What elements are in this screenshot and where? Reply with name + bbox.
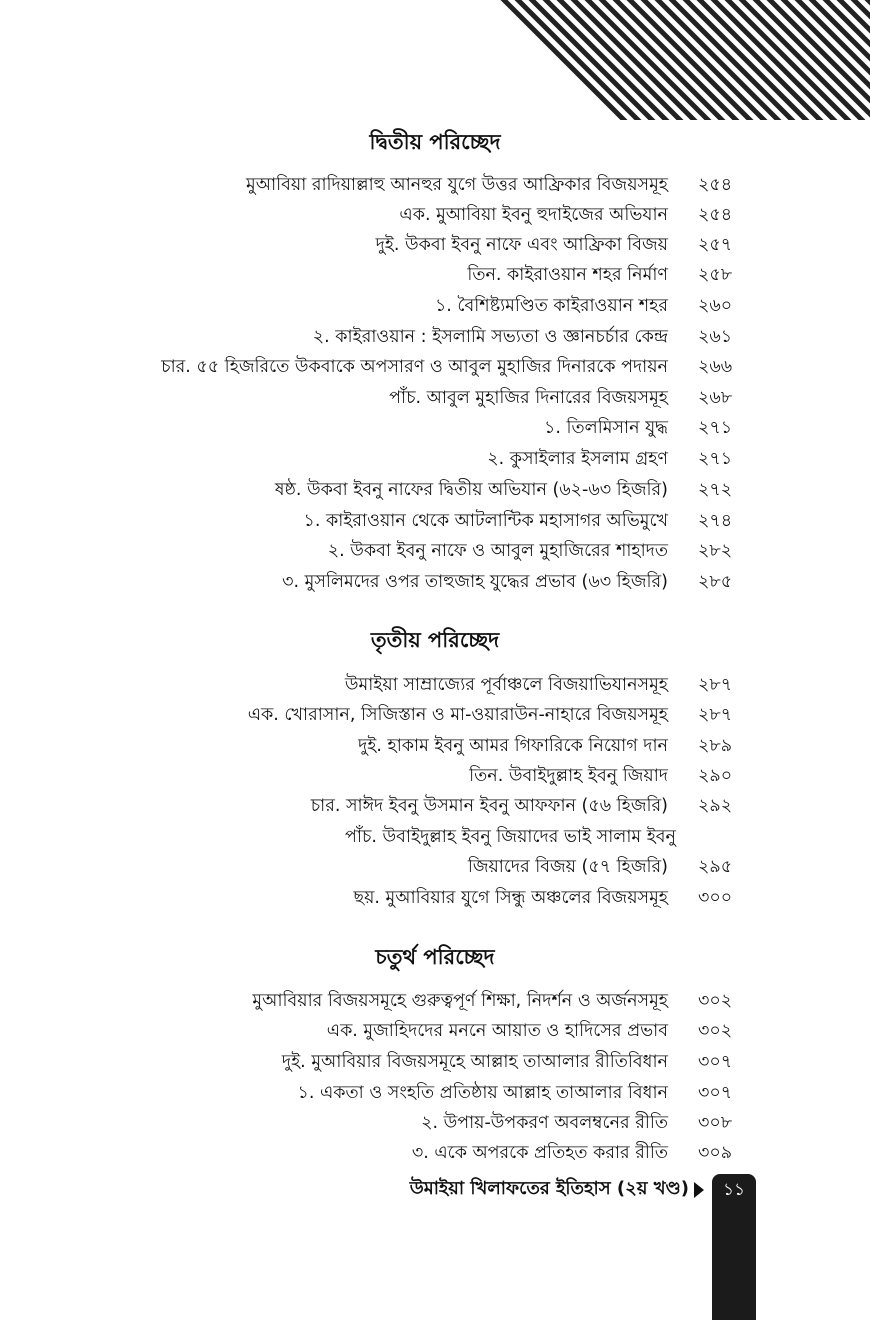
toc-entry[interactable] [0,1047,870,1077]
toc-entry-page: ৩০৭ [698,1083,733,1103]
toc-entry-title: চার. সাঈদ ইবনু উসমান ইবনু আফফান (৫৬ হিজরি) [310,796,668,816]
toc-entry[interactable] [0,1108,870,1138]
toc-entry-page: ২৮২ [698,541,733,561]
toc-entry-title: উমাইয়া সাম্রাজ্যের পূর্বাঞ্চলে বিজয়াভিযানসমূহ [344,675,668,695]
toc-entry-title: ১. কাইরাওয়ান থেকে আটলান্টিক মহাসাগর অভিমুখে [303,511,668,531]
toc-entry-page: ২৯০ [698,766,733,786]
page-number: ১১ [722,1180,746,1200]
toc-entry-page: ২৭৪ [698,511,733,531]
toc-entry[interactable] [0,883,870,913]
toc-entry-page: ২৬৬ [698,357,733,377]
toc-entry-title: এক. মুজাহিদদের মননে আয়াত ও হাদিসের প্রভাব [326,1021,668,1041]
toc-entry-title: দুই. মুআবিয়ার বিজয়সমূহে আল্লাহ তাআলার রীতিবিধান [281,1052,668,1072]
triangle-right-icon [694,1182,704,1198]
toc-entry-title: চার. ৫৫ হিজরিতে উকবাকে অপসারণ ও আবুল মুহাজির দিনারকে পদায়ন [161,357,668,377]
toc-entry-title: এক. খোরাসান, সিজিস্তান ও মা-ওয়ারাউন-নাহারে বিজয়সমূহ [247,705,668,725]
toc-entry-title: দুই. হাকাম ইবনু আমর গিফারিকে নিয়োগ দান [358,736,668,756]
toc-entry-title: মুআবিয়ার বিজয়সমূহে গুরুত্বপূর্ণ শিক্ষা, নিদর্শন ও অর্জনসমূহ [252,991,668,1011]
page-number-tab [712,1174,756,1320]
toc-entry[interactable] [0,475,870,505]
toc-entry-title: পাঁচ. আবুল মুহাজির দিনারের বিজয়সমূহ [389,388,668,408]
toc-entry-page: ২৭১ [698,418,733,438]
toc-entry-title: ৩. একে অপরকে প্রতিহত করার রীতি [411,1143,668,1163]
toc-entry[interactable] [0,670,870,700]
toc-entry-page: ২৮৯ [698,736,733,756]
toc-entry[interactable] [0,352,870,382]
toc-entry-page: ২৬৮ [698,388,733,408]
toc-entry[interactable] [0,536,870,566]
toc-entry-title: ২. উপায়-উপকরণ অবলম্বনের রীতি [421,1113,668,1133]
toc-entry-title: তিন. কাইরাওয়ান শহর নির্মাণ [467,265,668,285]
section-heading: চতুর্থ পরিচ্ছেদ [375,945,495,969]
toc-entry[interactable] [0,567,870,597]
toc-entry-page: ২৮৭ [698,705,733,725]
toc-entry-title: ১. একতা ও সংহতি প্রতিষ্ঠায় আল্লাহ তাআলার বিধান [297,1083,668,1103]
section-heading: তৃতীয় পরিচ্ছেদ [370,628,500,652]
toc-entry-page: ২৫৪ [698,175,733,195]
toc-entry-title: ষষ্ঠ. উকবা ইবনু নাফের দ্বিতীয় অভিযান (৬২-৬৩ হিজরি) [274,480,668,500]
toc-entry[interactable] [0,506,870,536]
toc-entry-page: ৩০২ [698,991,733,1011]
toc-entry[interactable] [0,852,870,882]
toc-entry-page: ৩০০ [698,888,733,908]
toc-entry-page: ৩০৯ [698,1143,733,1163]
toc-entry-title: জিয়াদের বিজয় (৫৭ হিজরি) [467,857,668,877]
toc-entry-page: ২৬০ [698,296,733,316]
toc-entry-page: ২৮৫ [698,572,733,592]
toc-entry[interactable] [0,322,870,352]
toc-entry[interactable] [0,383,870,413]
toc-entry-page: ৩০৭ [698,1052,733,1072]
toc-entry-page: ৩০৮ [698,1113,733,1133]
toc-entry-page: ৩০২ [698,1021,733,1041]
toc-entry-page: ২৯৫ [698,857,733,877]
toc-entry-title: ছয়. মুআবিয়ার যুগে সিন্ধু অঞ্চলের বিজয়সমূহ [353,888,668,908]
toc-entry-title: তিন. উবাইদুল্লাহ ইবনু জিয়াদ [469,766,668,786]
toc-entry[interactable] [0,791,870,821]
toc-entry[interactable] [0,1078,870,1108]
toc-entry[interactable] [0,260,870,290]
toc-entry[interactable] [0,200,870,230]
running-footer-book-title: উমাইয়া খিলাফতের ইতিহাস (২য় খণ্ড) [409,1178,689,1199]
toc-entry-title: ১. তিলমিসান যুদ্ধ [544,418,668,438]
toc-entry-page: ২৭১ [698,449,733,469]
section-heading: দ্বিতীয় পরিচ্ছেদ [369,130,501,154]
toc-entry-title: ২. উকবা ইবনু নাফে ও আবুল মুহাজিরের শাহাদত [327,541,668,561]
toc-entry[interactable] [0,444,870,474]
toc-entry-page: ২৫৭ [698,235,733,255]
toc-entry[interactable] [0,230,870,260]
toc-entry-page: ২৯২ [698,796,733,816]
toc-entry-page: ২৬১ [698,327,733,347]
toc-entry[interactable] [0,1016,870,1046]
toc-entry-title: দুই. উকবা ইবনু নাফে এবং আফ্রিকা বিজয় [375,235,668,255]
toc-entry[interactable] [0,291,870,321]
toc-entry-title: ২. কুসাইলার ইসলাম গ্রহণ [487,449,668,469]
toc-entry[interactable] [0,986,870,1016]
toc-entry-title: ৩. মুসলিমদের ওপর তাহুজাহ যুদ্ধের প্রভাব (৬৩ হিজরি) [282,572,668,592]
toc-entry-title: মুআবিয়া রাদিয়াল্লাহু আনহুর যুগে উত্তর আফ্রিকার বিজয়সমূহ [246,175,668,195]
toc-entry[interactable] [0,822,870,852]
toc-entry-page: ২৭২ [698,480,733,500]
toc-entry-title: পাঁচ. উবাইদুল্লাহ ইবনু জিয়াদের ভাই সালাম ইবনু [345,827,676,847]
toc-entry[interactable] [0,170,870,200]
toc-entry[interactable] [0,731,870,761]
toc-entry-page: ২৫৮ [698,265,733,285]
toc-entry-title: ১. বৈশিষ্ট্যমণ্ডিত কাইরাওয়ান শহর [434,296,668,316]
toc-entry[interactable] [0,761,870,791]
toc-entry[interactable] [0,1138,870,1168]
toc-entry-page: ২৫৪ [698,205,733,225]
toc-entry-title: ২. কাইরাওয়ান : ইসলামি সভ্যতা ও জ্ঞানচর্চার কেন্দ্র [312,327,668,347]
toc-entry-page: ২৮৭ [698,675,733,695]
toc-entry-title: এক. মুআবিয়া ইবনু হুদাইজের অভিযান [399,205,668,225]
toc-entry[interactable] [0,413,870,443]
toc-entry[interactable] [0,700,870,730]
